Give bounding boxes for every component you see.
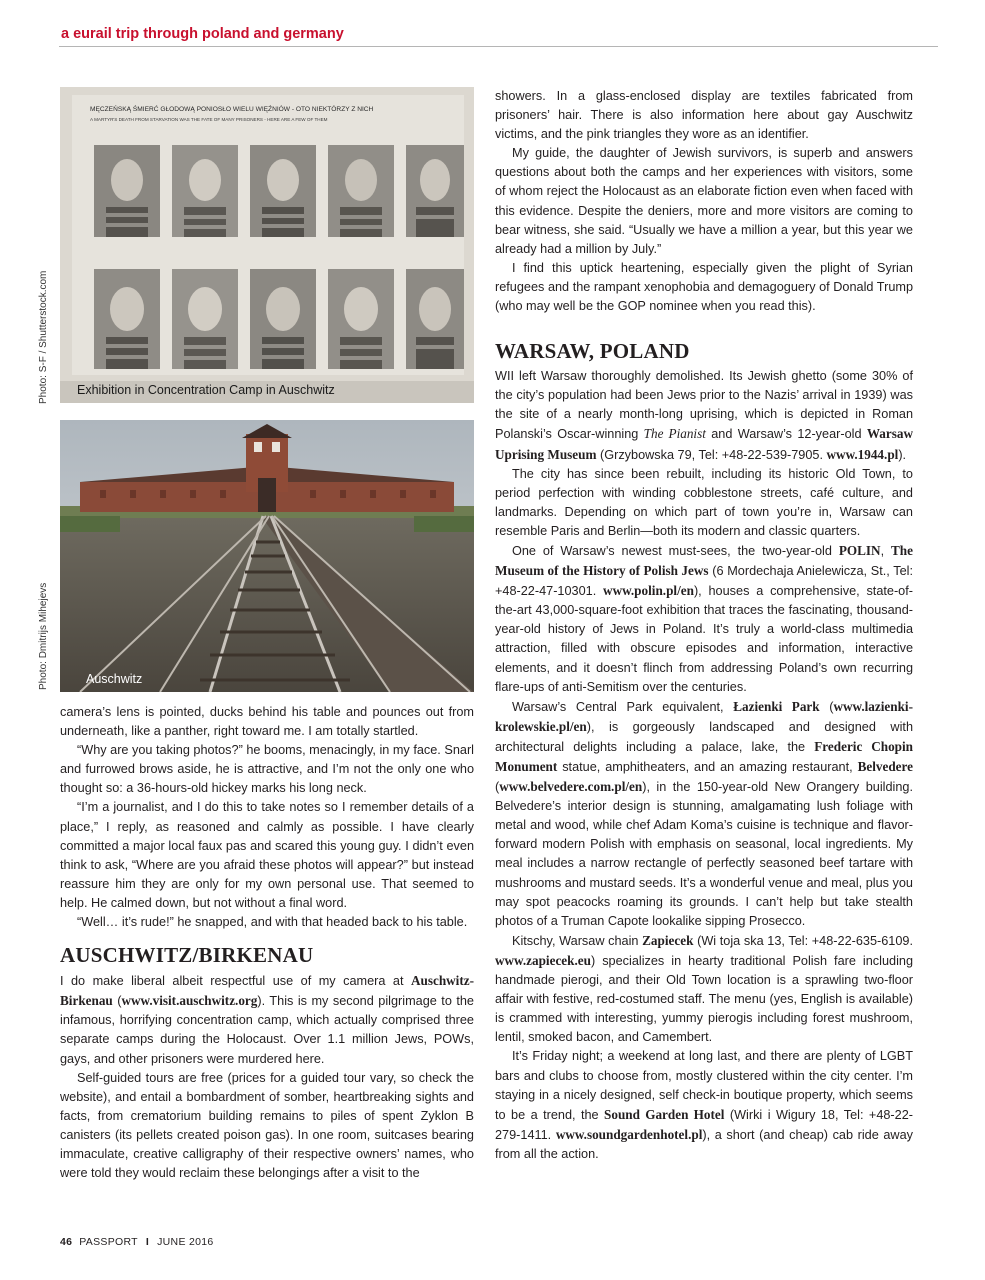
photo-credit-exhibition: Photo: S-F / Shutterstock.com [38,270,49,404]
paragraph: Kitschy, Warsaw chain Zapiecek (Wi toja ska 13, Tel: +48-22-635-6109. www.zapiecek.eu) specializes in hearty traditional Polish fare including handmade pierogi, and their Old Town location is a sprawling two-floor affair with festive, red-costumed staff. The menu (yes, English is available) is crammed with interesting, yummy pierogis including forest mushroom, lentil, smoked bacon, and Camembert. [495,932,913,1045]
photo-caption-exhibition: Exhibition in Concentration Camp in Auschwitz [77,383,335,397]
section-heading-warsaw: WARSAW, POLAND [495,339,690,364]
paragraph: Warsaw’s Central Park equivalent, Łazienki Park (www.lazienki-krolewskie.pl/en), is gorgeously landscaped and designed with architectural delights including a palace, lake, the Frederic Chopin Monument statue, amphitheaters, and an amazing restaurant, Belvedere (www.belvedere.com.pl/en), in the 150-year-old New Orangery building. Belvedere’s interior design is stunning, amalgamating lush foliage with metal and wood, while chef Adam Koma’s cuisine is technique and flavor-forward modern Polish with emphasis on seasonal, local ingredients. My meal includes a narrow rectangle of perfectly seasoned beef tartare with mushrooms and mustard seeds. It’s a wonderful venue and meal, plus you may spot peacocks roaming its grounds. I can’t help but take stealth photos of a Truman Capote lookalike sipping Prosecco. [495,698,914,928]
venue-name-sound-garden: Sound Garden Hotel [604,1106,725,1122]
paragraph: “Why are you taking photos?” he booms, menacingly, in my face. Snarl and furrowed brows aside, he is attractive, and I’m not the only one who thought so: a 36-hours-old hickey marks his long neck. [60,743,474,796]
venue-name-belvedere: Belvedere [857,759,913,774]
paragraph: camera’s lens is pointed, ducks behind his table and pounces out from underneath, like a panther, right toward me. I am totally startled. [60,705,474,739]
portrait-row-top [94,145,464,237]
url-belvedere: www.belvedere.com.pl/en [499,779,643,795]
section-kicker: a eurail trip through poland and germany [61,26,344,42]
url-auschwitz: www.visit.auschwitz.org [121,993,258,1009]
paragraph: “I’m a journalist, and I do this to take notes so I remember details of a place,” I reply, as reasoned and calmly as possible. I have clearly committed a major local faux pas and scared this young guy. I didn’t even think to ask, “Where are you afraid these photos will appear?” but instead reassure him they are only for my own personal use. That seemed to help. He calmed down, but not without a final word. [60,800,474,910]
url-zapiecek: www.zapiecek.eu [495,952,591,968]
sign-text-english: A MARTYR'S DEATH FROM STARVATION WAS THE FATE OF MANY PRISONERS - HERE ARE A FEW OF THEM [90,117,328,122]
paragraph: Self-guided tours are free (prices for a guided tour vary, so check the website), and entail a bombardment of somber, heartbreaking sights and facts, from crematorium building remains to piles of spent Zyklon B canisters (its pellets created poison gas). In one room, suitcases bearing immaculate, creative calligraphy of their respective owners’ names, who were told they would reclaim these belongings after a visit to the [60,1070,474,1181]
sign-text-polish: MĘCZEŃSKĄ ŚMIERĆ GŁODOWĄ PONIOSŁO WIELU WIĘŹNIÓW - OTO NIEKTÓRZY Z NICH [90,106,374,113]
magazine-name: PASSPORT [79,1236,138,1248]
footer-separator: I [145,1236,150,1248]
url-polin: www.polin.pl/en [603,583,694,599]
venue-name-uprising-museum: Warsaw Uprising Museum [495,426,913,462]
photo-auschwitz-exhibition [60,87,474,403]
venue-name-polin: POLIN [838,542,881,558]
url-sound-garden: www.soundgardenhotel.pl [555,1126,703,1142]
paragraph: showers. In a glass-enclosed display are textiles fabricated from prisoners’ hair. There is also information here about gay Auschwitz victims, and the pink triangles they wore as an identifier. [495,89,913,142]
paragraph: One of Warsaw’s newest must-sees, the two-year-old POLIN, The Museum of the History of Polish Jews (6 Mordechaja Anielewicza, St., Tel: +48-22-47-10301. www.polin.pl/en), houses a comprehensive, state-of-the-art 43,000-square-foot exhibition that traces the fascinating, thousand-year-old history of Jews in Poland. It’s truly a world-class multimedia attraction, filled with obscure episodes and information, interactive elements, and it doesn’t flinch from addressing Poland’s own recurring flare-ups of anti-Semitism over the centuries. [495,542,913,694]
url-uprising-museum: www.1944.pl [826,446,899,462]
venue-name-polin-full: The Museum of the History of Polish Jews [495,542,913,579]
right-column [495,87,913,1164]
portrait-row-bottom [94,269,464,369]
paragraph: WII left Warsaw thoroughly demolished. Its Jewish ghetto (some 30% of the city’s population had been Jews prior to the Nazis’ arrival in 1939) was the site of a nearly month-long uprising, which is depicted in Roman Polanski’s Oscar-winning The Pianist and Warsaw’s 12-year-old Warsaw Uprising Museum (Grzybowska 79, Tel: +48-22-539-7905. www.1944.pl). [495,369,913,462]
paragraph: My guide, the daughter of Jewish survivors, is superb and answers questions about both the camps and her experiences with visitors, some of whom reject the Holocaust as an elaborate fiction even when faced with this evidence. Despite the deniers, more and more visitors are coming to bear witness, she said. “Usually we have a million a year, but this year we already had a million by July.” [495,146,913,256]
paragraph: It’s Friday night; a weekend at long last, and there are plenty of LGBT bars and clubs to choose from, mostly clustered within the city center. I’m staying in a nicely designed, self check-in boutique property, which seems to be a trend, the Sound Garden Hotel (Wirki i Wigury 18, Tel: +48-22-279-1411. www.soundgardenhotel.pl), a short (and cheap) cab ride away from all the action. [495,1049,913,1161]
paragraph: I do make liberal albeit respectful use of my camera at Auschwitz-Birkenau (www.visit.auschwitz.org). This is my second pilgrimage to the infamous, horrifying concentration camp, which actually comprised three separate camps during the Holocaust. Over 1.1 million Jews, POWs, gays, and other prisoners were murdered here. [60,973,474,1066]
venue-name-lazienki: Łazienki Park [733,698,820,714]
section-heading-auschwitz: AUSCHWITZ/BIRKENAU [60,943,314,968]
paragraph: “Well… it’s rude!” he snapped, and with that headed back to his table. [77,915,468,930]
birkenau-gate-illustration [60,420,474,692]
photo-auschwitz-gate [60,420,474,692]
paragraph: The city has since been rebuilt, including its historic Old Town, to period perfection with winding cobblestone streets, café culture, and landmarks. Depending on which part of town you’re in, Warsaw can resemble Paris and Berlin—both its modern and classic quarters. [495,466,913,538]
page-footer [60,1236,214,1248]
issue-date: JUNE 2016 [157,1236,214,1248]
venue-name-zapiecek: Zapiecek [642,932,694,948]
venue-name-chopin: Frederic Chopin Monument [495,738,914,774]
header-rule [59,46,938,47]
url-lazienki: www.lazienki-krolewskie.pl/en [495,698,913,734]
paragraph: I find this uptick heartening, especially given the plight of Syrian refugees and the rampant xenophobia and demagoguery of Donald Trump (who may well be the GOP nominee when you read this). [495,260,913,314]
prisoner-portraits-illustration [60,87,474,403]
photo-credit-auschwitz: Photo: Dmitrijs Mihejevs [38,582,49,690]
left-column [60,703,474,1183]
photo-caption-auschwitz: Auschwitz [86,672,143,686]
page-number: 46 [60,1236,73,1248]
venue-name-auschwitz: Auschwitz-Birkenau [60,973,474,1009]
film-title: The Pianist [643,426,706,442]
